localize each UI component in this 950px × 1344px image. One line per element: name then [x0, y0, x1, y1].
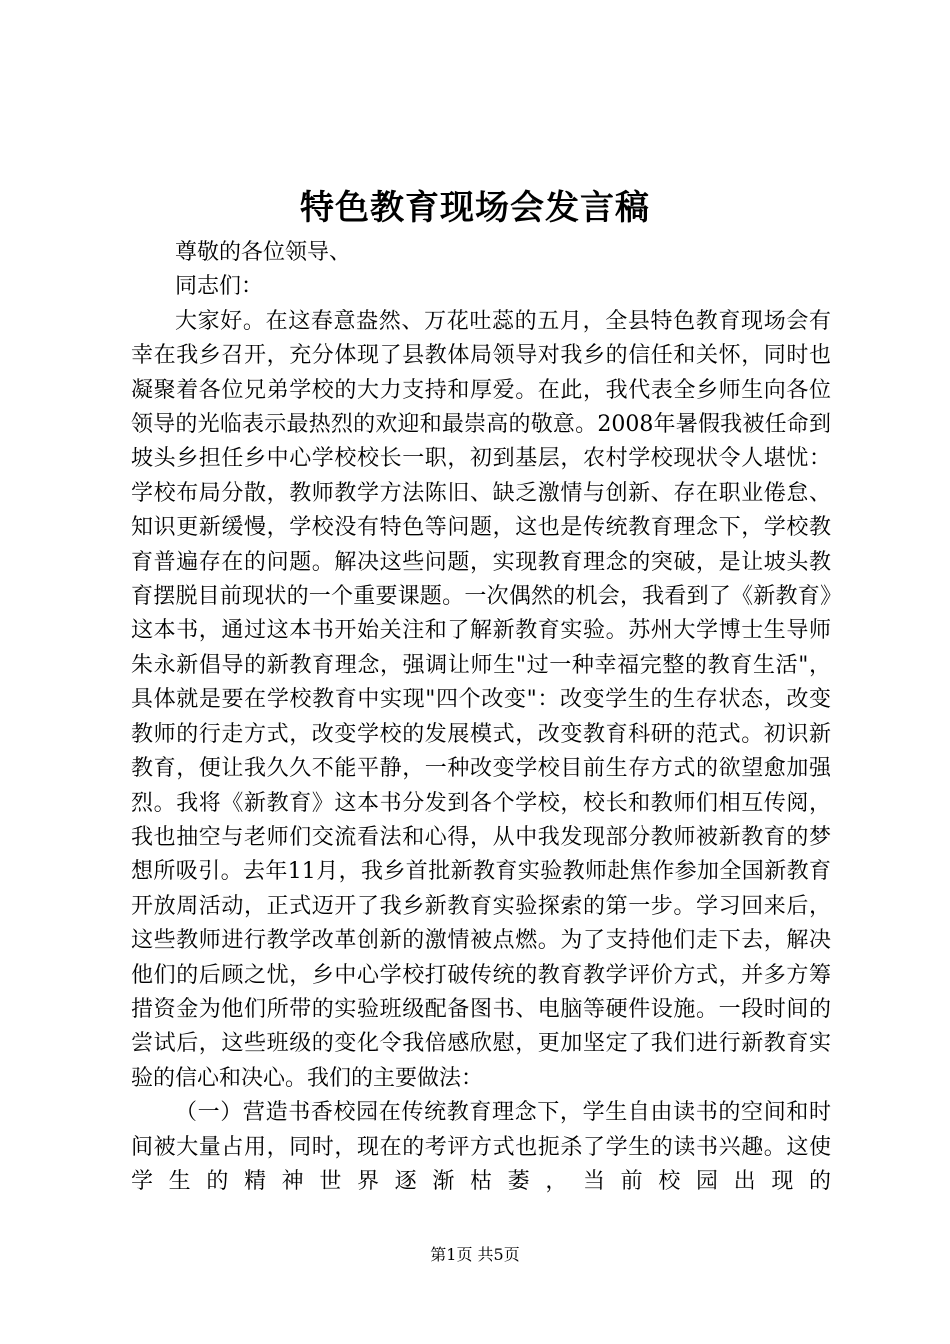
body-paragraph-section-1: （一）营造书香校园在传统教育理念下，学生自由读书的空间和时间被大量占用，同时，现在的考评方式也扼杀了学生的读书兴趣。这使学生的精神世界逐渐枯萎，当前校园出现的 [131, 1100, 831, 1194]
body-paragraph: 大家好。在这春意盎然、万花吐蕊的五月，全县特色教育现场会有幸在我乡召开，充分体现了县教体局领导对我乡的信任和关怀，同时也凝聚着各位兄弟学校的大力支持和厚爱。在此，我代表全乡师生向各位领导的光临表示最热烈的欢迎和最崇高的敬意。2008年暑假我被任命到坡头乡担任乡中心学校校长一职，初到基层，农村学校现状令人堪忧：学校布局分散，教师教学方法陈旧、缺乏激情与创新、存在职业倦怠、知识更新缓慢，学校没有特色等问题，这也是传统教育理念下，学校教育普遍存在的问题。解决这些问题，实现教育理念的突破，是让坡头教育摆脱目前现状的一个重要课题。一次偶然的机会，我看到了《新教育》这本书，通过这本书开始关注和了解新教育实验。苏州大学博士生导师朱永新倡导的新教育理念，强调让师生"过一种幸福完整的教育生活"，具体就是要在学校教育中实现"四个改变"：改变学生的生存状态，改变教师的行走方式，改变学校的发展模式，改变教育科研的范式。初识新教育，便让我久久不能平静，一种改变学校目前生存方式的欲望愈加强烈。我将《新教育》这本书分发到各个学校，校长和教师们相互传阅，我也抽空与老师们交流看法和心得，从中我发现部分教师被新教育的梦想所吸引。去年11月，我乡首批新教育实验教师赴焦作参加全国新教育开放周活动，正式迈开了我乡新教育实验探索的第一步。学习回来后，这些教师进行教学改革创新的激情被点燃。为了支持他们走下去，解决他们的后顾之忧，乡中心学校打破传统的教育教学评价方式，并多方筹措资金为他们所带的实验班级配备图书、电脑等硬件设施。一段时间的尝试后，这些班级的变化令我倍感欣慰，更加坚定了我们进行新教育实验的信心和决心。我们的主要做法： [131, 308, 831, 1091]
salutation-line-2: 同志们： [175, 274, 264, 300]
document-body [131, 236, 831, 1199]
document-title: 特色教育现场会发言稿 [300, 188, 650, 228]
salutation-line-1: 尊敬的各位领导、 [175, 240, 352, 265]
page-footer: 第1页 共5页 [430, 1245, 520, 1264]
